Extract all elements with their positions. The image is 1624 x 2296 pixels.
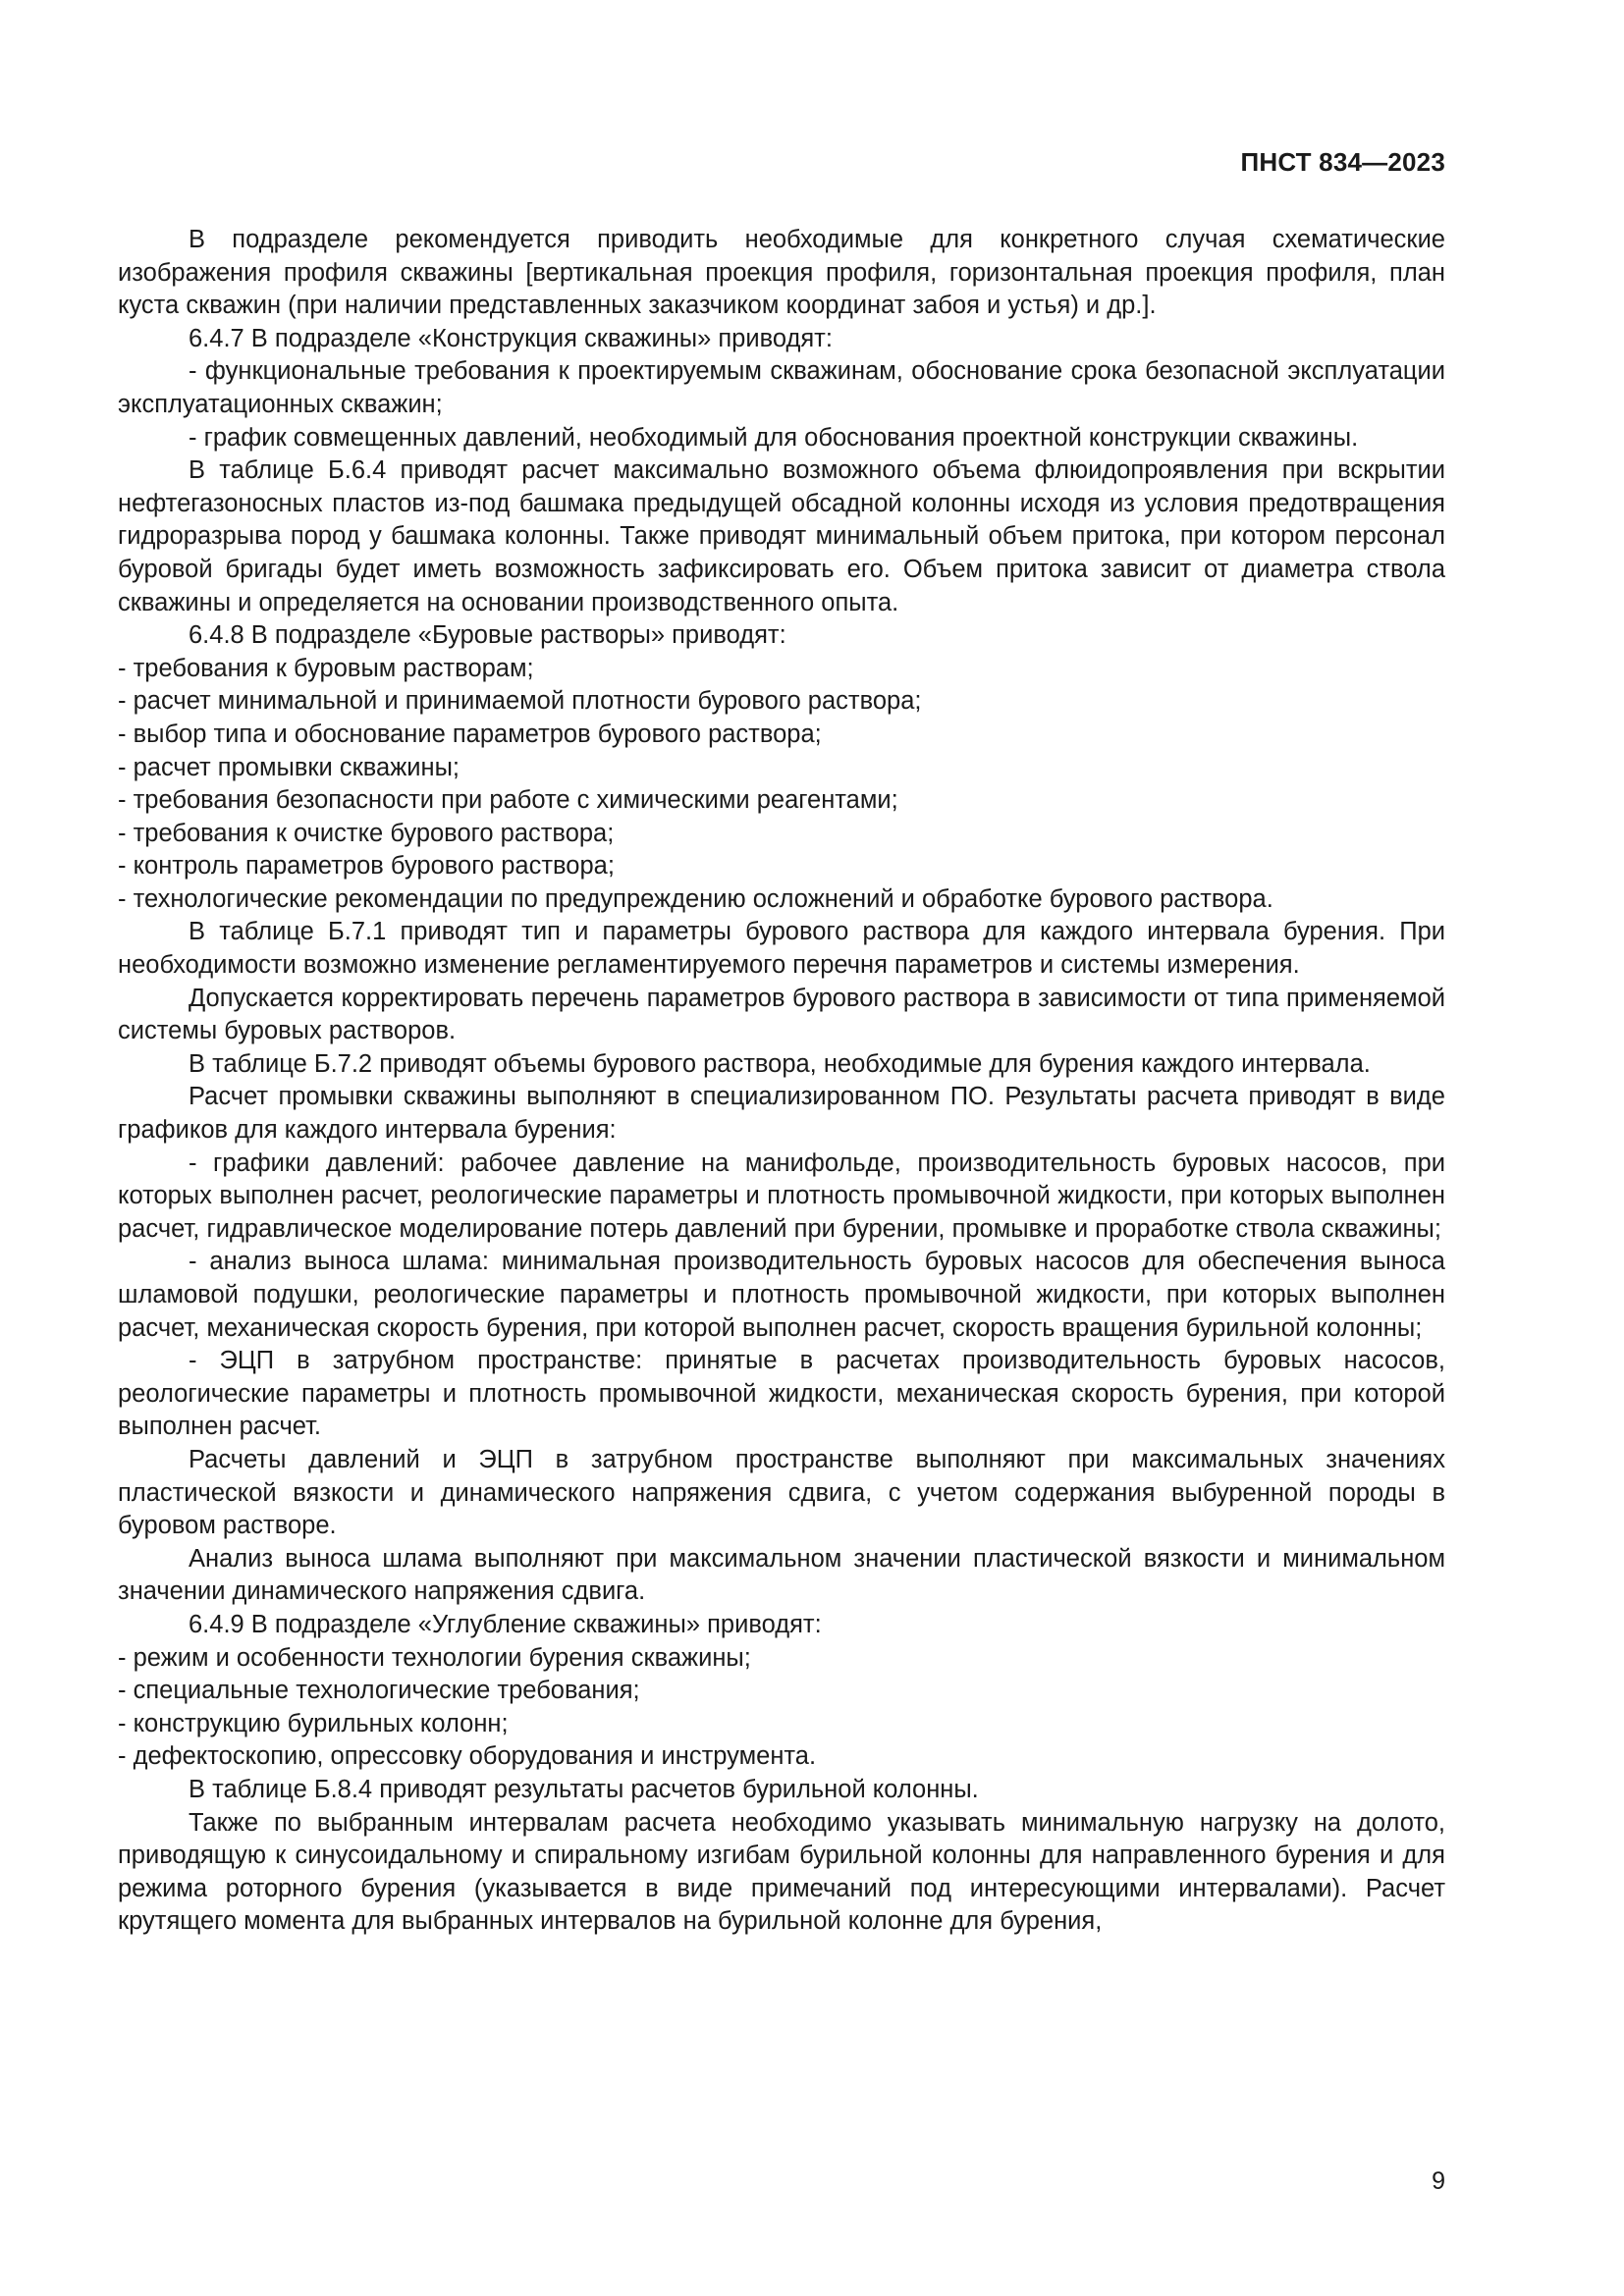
list-item: - анализ выноса шлама: минимальная производительность буровых насосов для обеспечения выноса шламовой подушки, реологические параметры и плотность промывочной жидкости, при которых выполнен расчет, механическая скорость бурения, при которой выполнен расчет, скорость вращения бурильной колонны; <box>118 1248 1445 1342</box>
page-number: 9 <box>1432 2167 1445 2195</box>
list-item: - конструкцию бурильных колонн; <box>118 1709 509 1737</box>
paragraph-cuttings-analysis: Анализ выноса шлама выполняют при максимальном значении пластической вязкости и минимальном значении динамического напряжения сдвига. <box>118 1544 1445 1606</box>
paragraph-pressure-calculations: Расчеты давлений и ЭЦП в затрубном пространстве выполняют при максимальных значениях пластической вязкости и динамического напряжения сдвига, с учетом содержания выбуренной породы в буровом растворе. <box>118 1445 1445 1540</box>
list-item: - графики давлений: рабочее давление на манифольде, производительность буровых насосов, при которых выполнен расчет, реологические параметры и плотность промывочной жидкости, при которых выполнен расчет, гидравлическое моделирование потерь давлений при бурении, промывке и проработке ствола скважины; <box>118 1148 1445 1243</box>
paragraph-table-b-7-1: В таблице Б.7.1 приводят тип и параметры бурового раствора для каждого интервала бурения. При необходимости возможно изменение регламентируемого перечня параметров и системы измерения. <box>118 918 1445 980</box>
paragraph-flushing-calculation: Расчет промывки скважины выполняют в специализированном ПО. Результаты расчета приводят в виде графиков для каждого интервала бурения: <box>118 1083 1445 1145</box>
list-item: - технологические рекомендации по предупреждению осложнений и обработке бурового раствора. <box>118 884 1273 913</box>
list-item: - режим и особенности технологии бурения скважины; <box>118 1643 751 1672</box>
list-item: - требования к буровым растворам; <box>118 654 534 682</box>
section-6-4-7-heading: 6.4.7 В подразделе «Конструкция скважины» приводят: <box>189 324 833 352</box>
list-item: - контроль параметров бурового раствора; <box>118 852 615 881</box>
list-item: - ЭЦП в затрубном пространстве: принятые в расчетах производительность буровых насосов, реологические параметры и плотность промывочной жидкости, механическая скорость бурения, при которой выполнен расчет. <box>118 1347 1445 1441</box>
list-item: - расчет минимальной и принимаемой плотности бурового раствора; <box>118 687 922 716</box>
paragraph-table-b-8-4: В таблице Б.8.4 приводят результаты расчетов бурильной колонны. <box>189 1775 979 1803</box>
section-6-4-9-heading: 6.4.9 В подразделе «Углубление скважины» приводят: <box>189 1610 822 1638</box>
document-id-header: ПНСТ 834—2023 <box>1240 147 1445 177</box>
paragraph-correction-allowed: Допускается корректировать перечень параметров бурового раствора в зависимости от типа применяемой системы буровых растворов. <box>118 984 1445 1045</box>
paragraph-table-b-7-2: В таблице Б.7.2 приводят объемы бурового раствора, необходимые для бурения каждого интервала. <box>189 1049 1371 1078</box>
document-body <box>118 224 1445 1939</box>
list-item: - функциональные требования к проектируемым скважинам, обоснование срока безопасной эксплуатации эксплуатационных скважин; <box>118 357 1445 418</box>
paragraph-profile-images: В подразделе рекомендуется приводить необходимые для конкретного случая схематические изображения профиля скважины [вертикальная проекция профиля, горизонтальная проекция профиля, план куста скважин (при наличии представленных заказчиком координат забоя и устья) и др.]. <box>118 226 1445 320</box>
list-item: - специальные технологические требования; <box>118 1677 640 1705</box>
list-item: - график совмещенных давлений, необходимый для обоснования проектной конструкции скважины. <box>189 423 1359 452</box>
list-item: - дефектоскопию, опрессовку оборудования и инструмента. <box>118 1742 817 1771</box>
section-6-4-8-heading: 6.4.8 В подразделе «Буровые растворы» приводят: <box>189 621 786 650</box>
list-item: - расчет промывки скважины; <box>118 753 460 781</box>
list-item: - требования безопасности при работе с химическими реагентами; <box>118 786 898 815</box>
paragraph-table-b-6-4: В таблице Б.6.4 приводят расчет максимально возможного объема флюидопроявления при вскрытии нефтегазоносных пластов из-под башмака предыдущей обсадной колонны исходя из условия предотвращения гидроразрыва пород у башмака колонны. Также приводят минимальный объем притока, при котором персонал буровой бригады будет иметь возможность зафиксировать его. Объем притока зависит от диаметра ствола скважины и определяется на основании производственного опыта. <box>118 456 1445 616</box>
list-item: - требования к очистке бурового раствора; <box>118 819 615 847</box>
list-item: - выбор типа и обоснование параметров бурового раствора; <box>118 720 822 748</box>
paragraph-bit-load: Также по выбранным интервалам расчета необходимо указывать минимальную нагрузку на долото, приводящую к синусоидальному и спиральному изгибам бурильной колонны для направленного бурения и для режима роторного бурения (указывается в виде примечаний под интересующими интервалами). Расчет крутящего момента для выбранных интервалов на бурильной колонне для бурения, <box>118 1808 1445 1936</box>
